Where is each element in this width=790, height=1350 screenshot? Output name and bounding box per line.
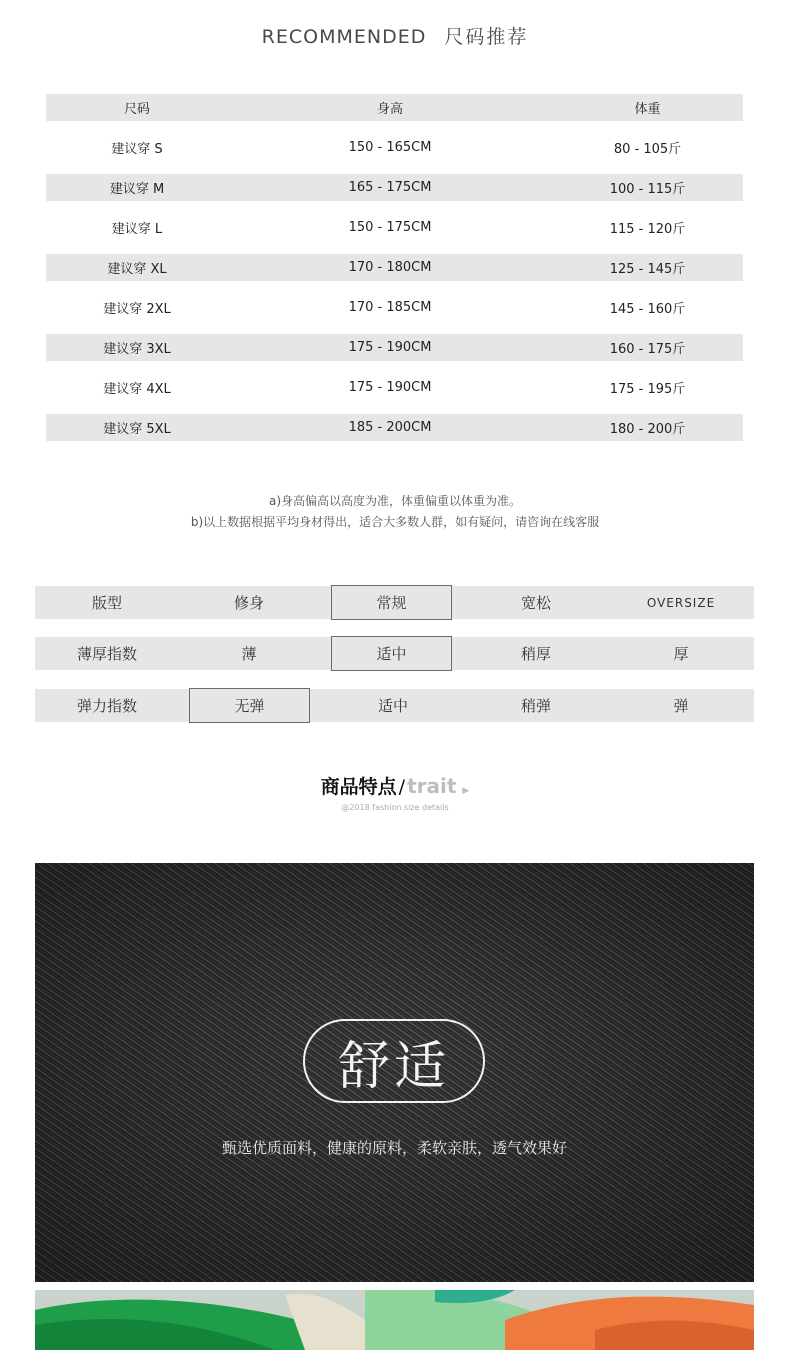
- cell-size: 建议穿 M: [109, 182, 165, 197]
- cell-size: 建议穿 S: [111, 142, 163, 157]
- table-row: [46, 334, 743, 361]
- cell-size: 建议穿 3XL: [103, 342, 171, 357]
- trait-title-zh: 商品特点: [320, 776, 397, 798]
- cell-size: 建议穿 2XL: [103, 302, 171, 317]
- feature-caption: 甄选优质面料，健康的原料，柔软亲肤，透气效果好: [221, 1139, 567, 1157]
- attribute-option-selected: 常规: [331, 585, 452, 620]
- table-row: [46, 201, 743, 254]
- trait-title-en: trait: [407, 774, 457, 798]
- column-header-size: 尺码: [123, 102, 150, 117]
- attribute-row-fit: [35, 586, 754, 619]
- attribute-option: 宽松: [520, 594, 551, 612]
- title-en: RECOMMENDED: [261, 26, 427, 48]
- attribute-label: 版型: [91, 594, 122, 612]
- cell-size: 建议穿 5XL: [103, 422, 171, 437]
- attribute-option: 稍厚: [520, 645, 551, 663]
- trait-slash: /: [398, 776, 406, 798]
- table-row: [46, 174, 743, 201]
- feature-image-denim: [35, 863, 754, 1282]
- cell-size: 建议穿 XL: [107, 262, 167, 277]
- attribute-label: 薄厚指数: [76, 645, 137, 663]
- attribute-option: 稍弹: [520, 697, 551, 715]
- cell-size: 建议穿 L: [111, 222, 163, 237]
- column-header-height: 身高: [376, 102, 403, 117]
- trait-heading: [0, 772, 790, 799]
- cell-weight: 175 - 195斤: [609, 382, 686, 397]
- threads-photo: [35, 1290, 754, 1350]
- cell-weight: 145 - 160斤: [609, 302, 686, 317]
- cell-weight: 160 - 175斤: [609, 342, 686, 357]
- table-row: [46, 281, 743, 334]
- feature-badge: 舒适: [303, 1019, 485, 1103]
- attribute-row-thickness: [35, 637, 754, 670]
- note-a: a)身高偏高以高度为准，体重偏重以体重为准。: [268, 494, 522, 508]
- cell-weight: 100 - 115斤: [609, 182, 686, 197]
- title-zh: 尺码推荐: [444, 26, 529, 48]
- cell-height: 165 - 175CM: [348, 180, 432, 195]
- attribute-option: 厚: [673, 645, 689, 663]
- cell-height: 170 - 180CM: [348, 260, 432, 275]
- table-row: [46, 414, 743, 441]
- cell-weight: 125 - 145斤: [609, 262, 686, 277]
- cell-height: 185 - 200CM: [348, 420, 432, 435]
- attribute-option: OVERSIZE: [646, 595, 716, 610]
- column-header-weight: 体重: [634, 102, 661, 117]
- cell-height: 150 - 175CM: [348, 220, 432, 235]
- feature-image-threads: [35, 1290, 754, 1350]
- attribute-option: 薄: [241, 645, 257, 663]
- attribute-label: 弹力指数: [76, 697, 137, 715]
- table-row: [46, 254, 743, 281]
- cell-size: 建议穿 4XL: [103, 382, 171, 397]
- triangle-right-icon: ▶: [462, 786, 470, 796]
- attribute-option-selected: 无弹: [189, 688, 310, 723]
- note-b: b)以上数据根据平均身材得出，适合大多数人群，如有疑问，请咨询在线客服: [190, 515, 600, 529]
- cell-height: 170 - 185CM: [348, 300, 432, 315]
- cell-weight: 80 - 105斤: [613, 142, 682, 157]
- attribute-row-elasticity: [35, 689, 754, 722]
- size-table: [46, 94, 743, 441]
- page-title: [0, 22, 790, 49]
- attribute-option: 修身: [233, 594, 264, 612]
- table-row: [46, 361, 743, 414]
- attribute-option: 适中: [377, 697, 408, 715]
- cell-weight: 180 - 200斤: [609, 422, 686, 437]
- table-row: [46, 121, 743, 174]
- cell-height: 175 - 190CM: [348, 380, 432, 395]
- table-header-row: [46, 94, 743, 121]
- attribute-option-selected: 适中: [331, 636, 452, 671]
- trait-subtitle: @2018 fashion size details: [341, 803, 449, 812]
- attribute-option: 弹: [673, 697, 689, 715]
- cell-height: 150 - 165CM: [348, 140, 432, 155]
- cell-height: 175 - 190CM: [348, 340, 432, 355]
- cell-weight: 115 - 120斤: [609, 222, 686, 237]
